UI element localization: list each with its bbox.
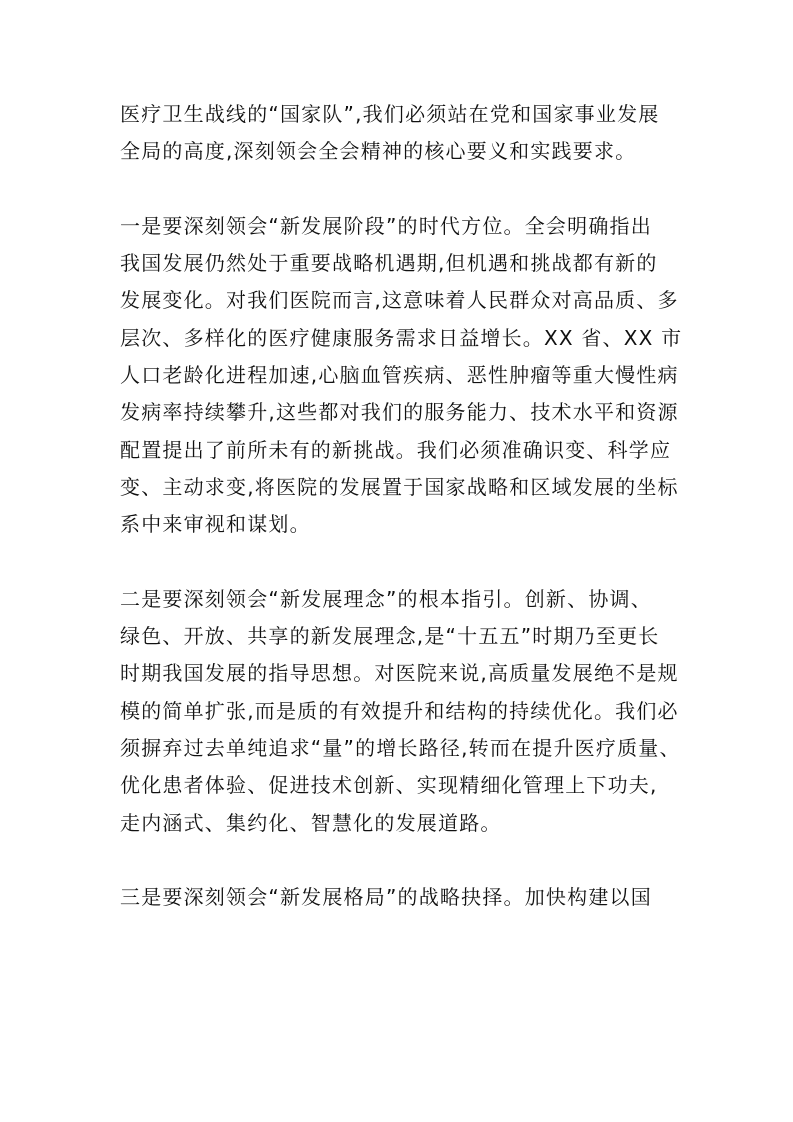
paragraph-line: 走内涵式、集约化、智慧化的发展道路。 [120, 810, 502, 835]
paragraph-line: 发病率持续攀升,这些都对我们的服务能力、技术水平和资源 [120, 400, 679, 425]
paragraph-line: 变、主动求变,将医院的发展置于国家战略和区域发展的坐标 [120, 474, 679, 499]
paragraph-line: 三是要深刻领会“新发展格局”的战略抉择。加快构建以国 [120, 885, 652, 910]
document-page [120, 96, 683, 917]
paragraph-new-development-pattern [120, 879, 676, 916]
paragraph-new-development-philosophy [120, 581, 681, 842]
paragraph-line: 优化患者体验、促进技术创新、实现精细化管理上下功夫, [120, 773, 658, 798]
paragraph-line: 二是要深刻领会“新发展理念”的根本指引。创新、协调、 [120, 586, 652, 611]
paragraph-line: 系中来审视和谋划。 [120, 512, 311, 537]
paragraph-new-development-stage [120, 208, 683, 544]
paragraph-line: 层次、多样化的医疗健康服务需求日益增长。XX 省、XX 市 [120, 325, 683, 350]
paragraph-intro [120, 96, 676, 171]
paragraph-line: 须摒弃过去单纯追求“量”的增长路径,转而在提升医疗质量、 [120, 736, 681, 761]
paragraph-line: 我国发展仍然处于重要战略机遇期,但机遇和挑战都有新的 [120, 251, 658, 276]
paragraph-line: 全局的高度,深刻领会全会精神的核心要义和实践要求。 [120, 139, 637, 164]
paragraph-line: 时期我国发展的指导思想。对医院来说,高质量发展绝不是规 [120, 661, 679, 686]
paragraph-line: 医疗卫生战线的“国家队”,我们必须站在党和国家事业发展 [120, 102, 660, 126]
paragraph-line: 一是要深刻领会“新发展阶段”的时代方位。全会明确指出 [120, 213, 652, 238]
paragraph-line: 配置提出了前所未有的新挑战。我们必须准确识变、科学应 [120, 437, 672, 462]
paragraph-line: 模的简单扩张,而是质的有效提升和结构的持续优化。我们必 [120, 698, 679, 723]
paragraph-line: 人口老龄化进程加速,心脑血管疾病、恶性肿瘤等重大慢性病 [120, 363, 679, 388]
paragraph-line: 绿色、开放、共享的新发展理念,是“十五五”时期乃至更长 [120, 624, 660, 649]
paragraph-line: 发展变化。对我们医院而言,这意味着人民群众对高品质、多 [120, 288, 679, 313]
